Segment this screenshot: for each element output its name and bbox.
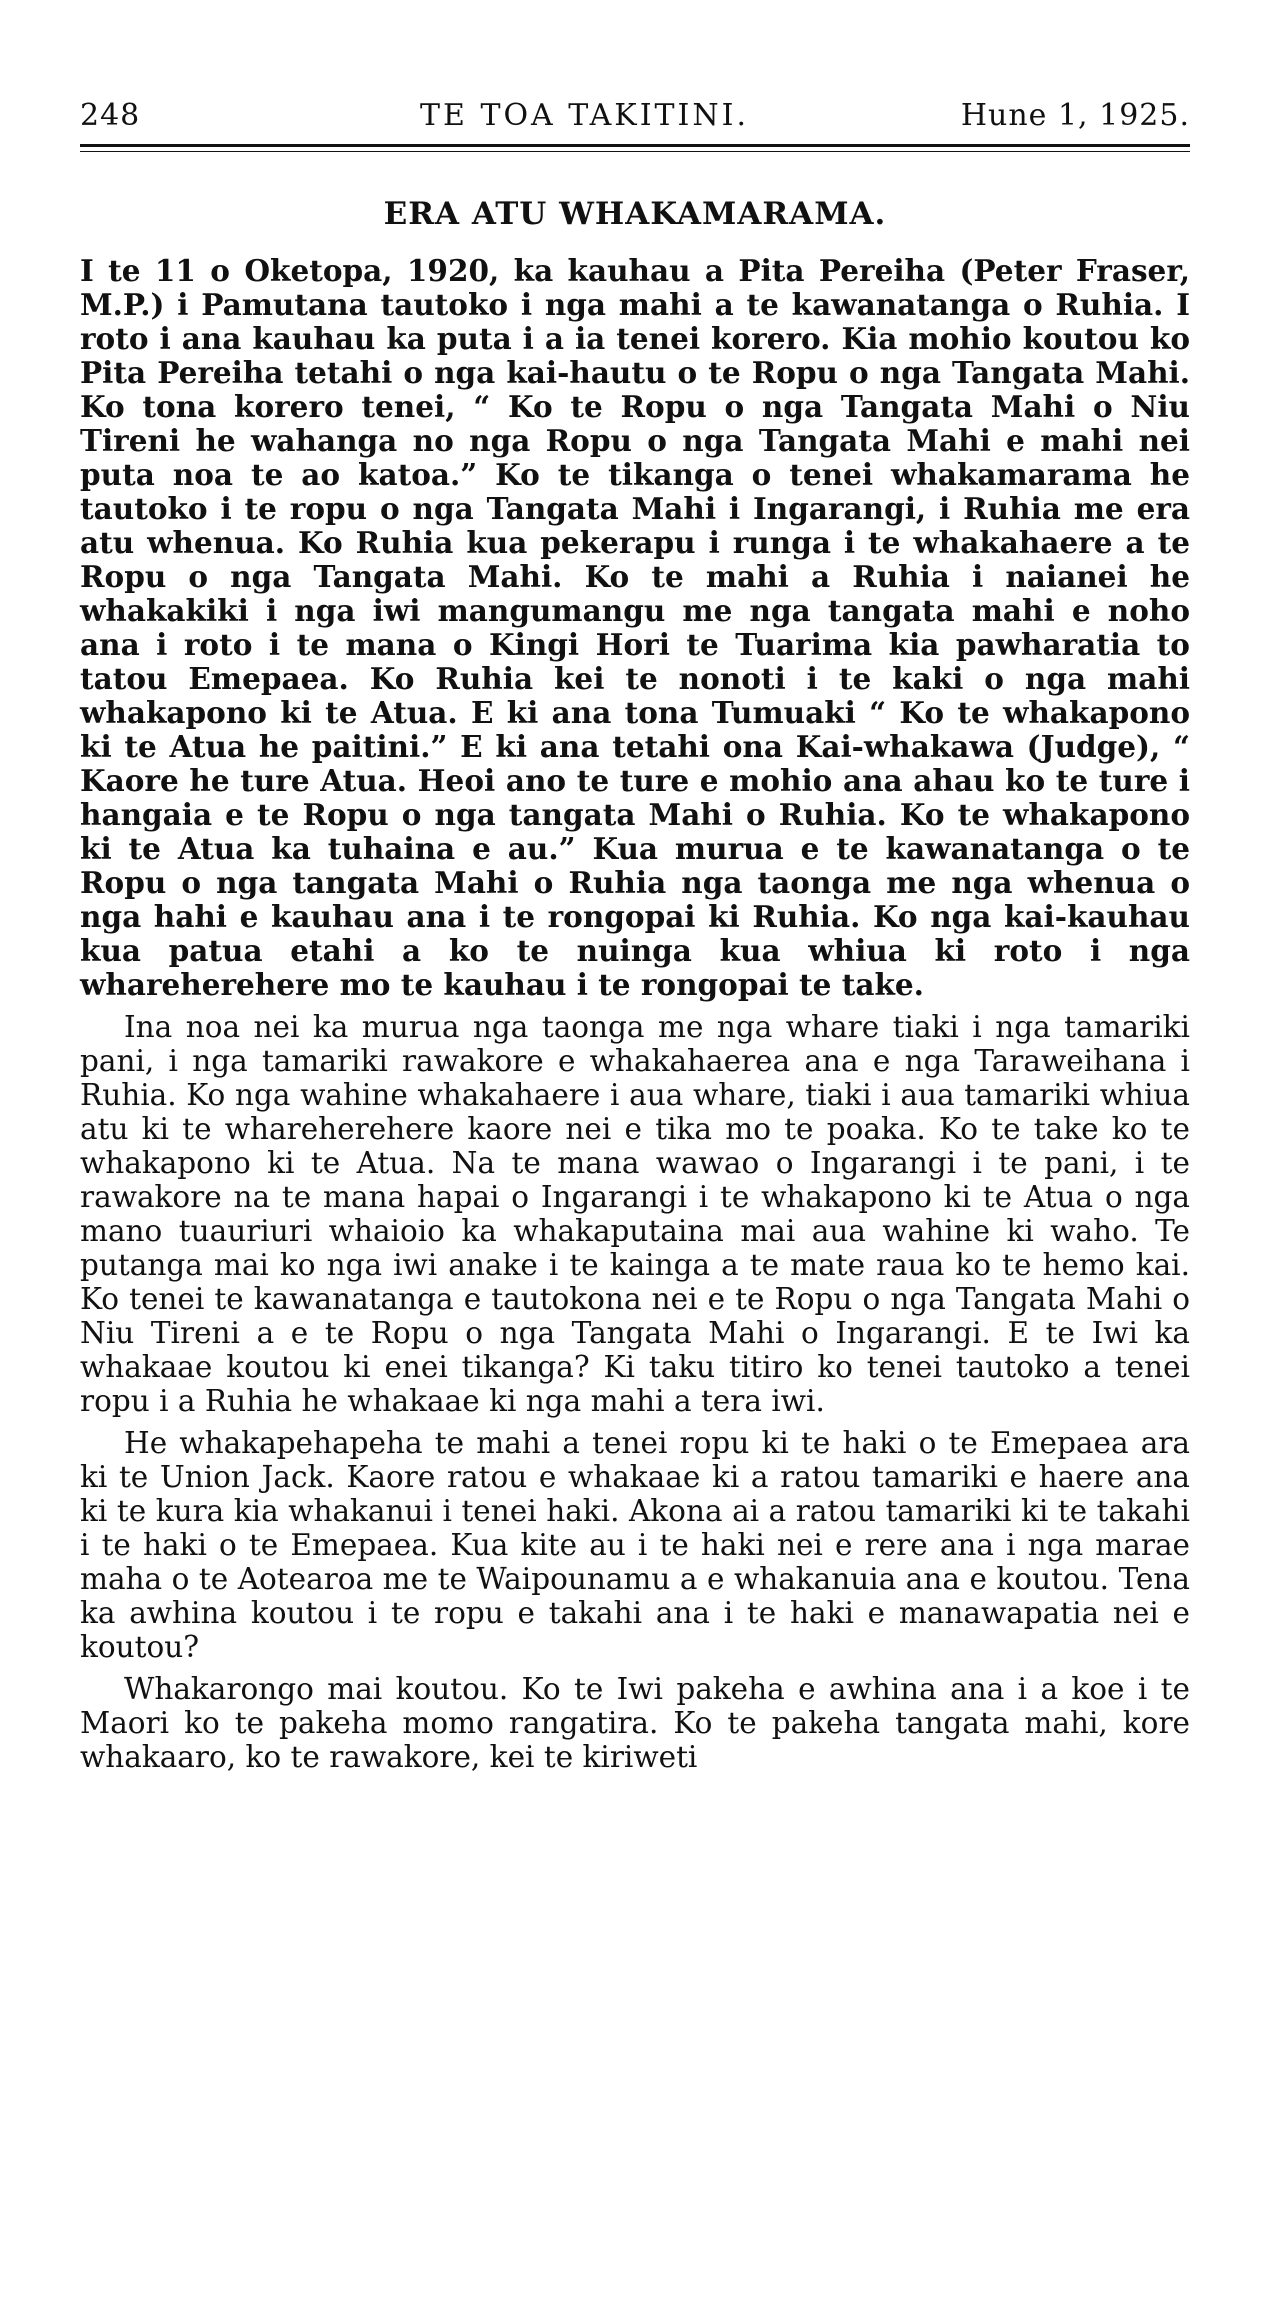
paragraph-2: Ina noa nei ka murua nga taonga me nga whare tiaki i nga tamariki pani, i nga tamariki rawakore e whakahaerea ana e nga Taraweihana i Ruhia. Ko nga wahine whakahaere i aua whare, tiaki i aua tamariki whiua atu ki te whareherehere kaore nei e tika mo te poaka. Ko te take ko te whakapono ki te Atua. Na te mana wawao o Ingarangi i te pani, i te rawakore na te mana hapai o Ingarangi i te whakapono ki te Atua o nga mano tuauriuri whaioio ka whakaputaina mai aua wahine ki waho. Te putanga mai ko nga iwi anake i te kainga a te mate raua ko te hemo kai. Ko tenei te kawanatanga e tautokona nei e te Ropu o nga Tangata Mahi o Niu Tireni a e te Ropu o nga Tangata Mahi o Ingarangi. E te Iwi ka whakaae koutou ki enei tikanga? Ki taku titiro ko tenei tautoko a tenei ropu i a Ruhia he whakaae ki nga mahi a tera iwi. (80, 1010, 1190, 1418)
article-title: ERA ATU WHAKAMARAMA. (383, 196, 887, 232)
article-body (80, 254, 1190, 1774)
paragraph-4: Whakarongo mai koutou. Ko te Iwi pakeha e awhina ana i a koe i te Maori ko te pakeha momo rangatira. Ko te pakeha tangata mahi, kore whakaaro, ko te rawakore, kei te kiriweti (80, 1672, 1190, 1774)
issue-date: Hune 1, 1925. (960, 98, 1190, 133)
page-number: 248 (80, 98, 141, 133)
header-rule (80, 144, 1190, 152)
paragraph-1: I te 11 o Oketopa, 1920, ka kauhau a Pita Pereiha (Peter Fraser, M.P.) i Pamutana tautoko i nga mahi a te kawanatanga o Ruhia. I roto i ana kauhau ka puta i a ia tenei korero. Kia mohio koutou ko Pita Pereiha tetahi o nga kai-hautu o te Ropu o nga Tangata Mahi. Ko tona korero tenei, “ Ko te Ropu o nga Tangata Mahi o Niu Tireni he wahanga no nga Ropu o nga Tangata Mahi e mahi nei puta noa te ao katoa.” Ko te tikanga o tenei whakamarama he tautoko i te ropu o nga Tangata Mahi i Ingarangi, i Ruhia me era atu whenua. Ko Ruhia kua pekerapu i runga i te whakahaere a te Ropu o nga Tangata Mahi. Ko te mahi a Ruhia i naianei he whakakiki i nga iwi mangumangu me nga tangata mahi e noho ana i roto i te mana o Kingi Hori te Tuarima kia pawharatia to tatou Emepaea. Ko Ruhia kei te nonoti i te kaki o nga mahi whakapono ki te Atua. E ki ana tona Tumuaki “ Ko te whakapono ki te Atua he paitini.” E ki ana tetahi ona Kai-whakawa (Judge), “ Kaore he ture Atua. Heoi ano te ture e mohio ana ahau ko te ture i hangaia e te Ropu o nga tangata Mahi o Ruhia. Ko te whakapono ki te Atua ka tuhaina e au.” Kua murua e te kawanatanga o te Ropu o nga tangata Mahi o Ruhia nga taonga me nga whenua o nga hahi e kauhau ana i te rongopai ki Ruhia. Ko nga kai-kauhau kua patua etahi a ko te nuinga kua whiua ki roto i nga whareherehere mo te kauhau i te rongopai te take. (80, 253, 1190, 1002)
running-header (80, 80, 1190, 140)
journal-title: TE TOA TAKITINI. (420, 98, 750, 133)
paragraph-3: He whakapehapeha te mahi a tenei ropu ki te haki o te Emepaea ara ki te Union Jack. Kaore ratou e whakaae ki a ratou tamariki e haere ana ki te kura kia whakanui i tenei haki. Akona ai a ratou tamariki ki te takahi i te haki o te Emepaea. Kua kite au i te haki nei e rere ana i nga marae maha o te Aotearoa me te Waipounamu a e whakanuia ana e koutou. Tena ka awhina koutou i te ropu e takahi ana i te haki e manawapatia nei e koutou? (80, 1426, 1190, 1664)
document-page (80, 80, 1190, 1782)
